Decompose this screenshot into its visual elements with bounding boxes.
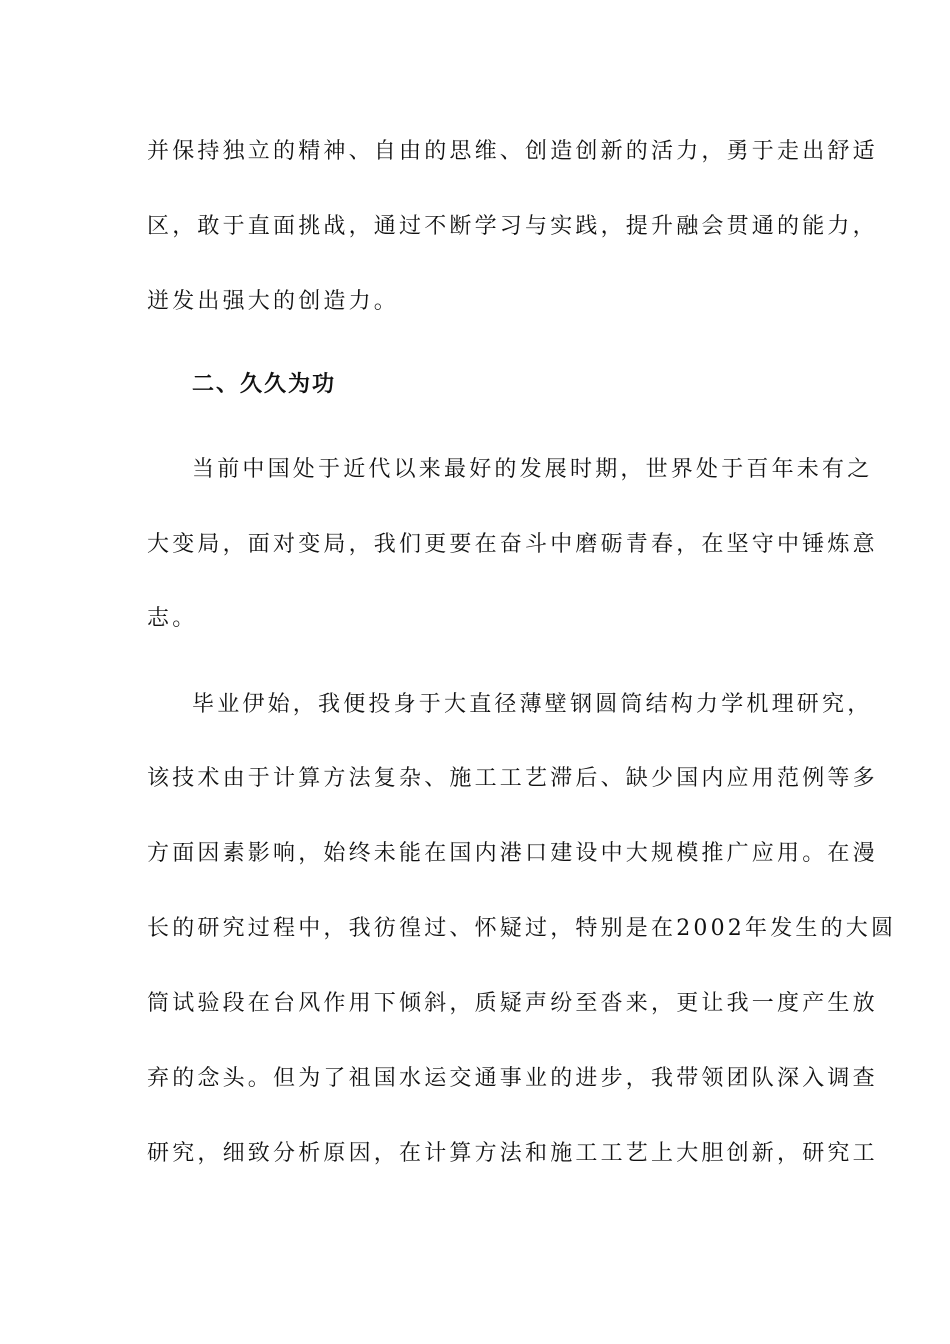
section-heading: 二、久久为功 (192, 372, 337, 397)
paragraph-2-line-3: 志。 (147, 606, 198, 631)
paragraph-3-line-3: 方面因素影响，始终未能在国内港口建设中大规模推广应用。在漫 (147, 841, 878, 866)
paragraph-3-line-1: 毕业伊始，我便投身于大直径薄壁钢圆筒结构力学机理研究， (192, 692, 873, 717)
paragraph-1-line-2: 区，敢于直面挑战，通过不断学习与实践，提升融会贯通的能力， (147, 214, 878, 239)
paragraph-1-line-3: 迸发出强大的创造力。 (147, 289, 400, 314)
paragraph-2-line-1: 当前中国处于近代以来最好的发展时期，世界处于百年未有之 (192, 457, 873, 482)
paragraph-3-line-5: 筒试验段在台风作用下倾斜，质疑声纷至沓来，更让我一度产生放 (147, 991, 878, 1016)
paragraph-3-line-7: 研究，细致分析原因，在计算方法和施工工艺上大胆创新，研究工 (147, 1141, 878, 1166)
paragraph-3-line-6: 弃的念头。但为了祖国水运交通事业的进步，我带领团队深入调查 (147, 1066, 878, 1091)
paragraph-3-line-2: 该技术由于计算方法复杂、施工工艺滞后、缺少国内应用范例等多 (147, 766, 878, 791)
paragraph-1-line-1: 并保持独立的精神、自由的思维、创造创新的活力，勇于走出舒适 (147, 139, 878, 164)
paragraph-2-line-2: 大变局，面对变局，我们更要在奋斗中磨砺青春，在坚守中锤炼意 (147, 532, 878, 557)
paragraph-3-line-4: 长的研究过程中，我彷徨过、怀疑过，特别是在2002年发生的大圆 (147, 916, 897, 941)
